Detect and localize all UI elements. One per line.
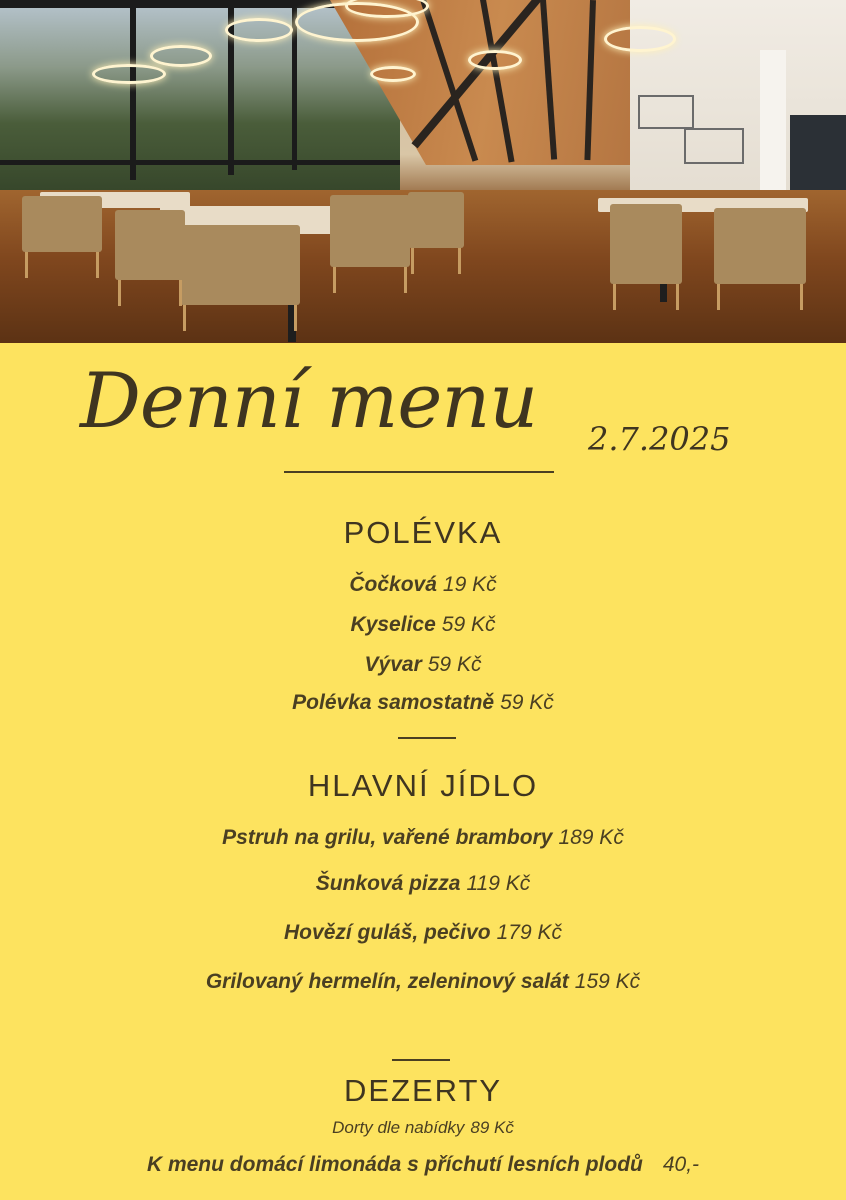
item-name: Polévka samostatně [292, 691, 495, 714]
item-price: 59 Kč [427, 653, 482, 676]
pendant-light [370, 66, 416, 82]
item-name: Šunková pizza [315, 872, 461, 895]
pendant-light [604, 26, 676, 52]
item-name: Hovězí guláš, pečivo [284, 921, 491, 944]
wall-art [684, 128, 744, 164]
menu-item [0, 921, 846, 945]
menu-date: 2.7.2025 [588, 420, 731, 458]
menu-title: Denní menu [80, 356, 538, 445]
item-price: 40,- [662, 1153, 700, 1176]
window-frame [0, 160, 400, 165]
pendant-light [92, 64, 166, 84]
menu-item [0, 691, 846, 715]
pendant-light [150, 45, 212, 67]
chair [714, 208, 806, 284]
menu-item [0, 826, 846, 850]
menu-item [0, 1118, 846, 1138]
drink-offer [0, 1153, 846, 1177]
pillar [760, 50, 786, 210]
wall-art [638, 95, 694, 129]
item-name: Čočková [349, 573, 437, 596]
restaurant-photo [0, 0, 846, 343]
section-heading-dessert: DEZERTY [343, 1073, 503, 1108]
item-name: Kyselice [350, 613, 436, 636]
title-divider [284, 471, 554, 473]
pendant-light [225, 18, 293, 42]
item-name: Dorty dle nabídky [332, 1118, 465, 1137]
item-price: 119 Kč [466, 872, 531, 895]
item-price: 59 Kč [441, 613, 496, 636]
section-divider [392, 1059, 450, 1061]
window-frame [130, 0, 136, 180]
item-price: 179 Kč [496, 921, 562, 944]
item-name: Grilovaný hermelín, zeleninový salát [205, 970, 569, 993]
chair [115, 210, 185, 280]
item-price: 189 Kč [558, 826, 624, 849]
menu-item [0, 573, 846, 597]
menu-item [0, 653, 846, 677]
section-heading-soup: POLÉVKA [343, 515, 503, 550]
section-divider [398, 737, 456, 739]
pendant-light [468, 50, 522, 70]
item-price: 89 Kč [470, 1118, 514, 1137]
chair [22, 196, 102, 252]
item-name: Pstruh na grilu, vařené brambory [222, 826, 553, 849]
chair [408, 192, 464, 248]
menu-item [0, 970, 846, 994]
item-price: 159 Kč [574, 970, 641, 993]
section-heading-main: HLAVNÍ JÍDLO [307, 768, 539, 803]
chair [330, 195, 410, 267]
menu-item [0, 872, 846, 896]
item-price: 19 Kč [442, 573, 497, 596]
chair [610, 204, 682, 284]
item-name: Vývar [364, 653, 422, 676]
chair [180, 225, 300, 305]
item-name: K menu domácí limonáda s příchutí lesních plodů [146, 1153, 643, 1176]
menu-item [0, 613, 846, 637]
item-price: 59 Kč [500, 691, 554, 714]
